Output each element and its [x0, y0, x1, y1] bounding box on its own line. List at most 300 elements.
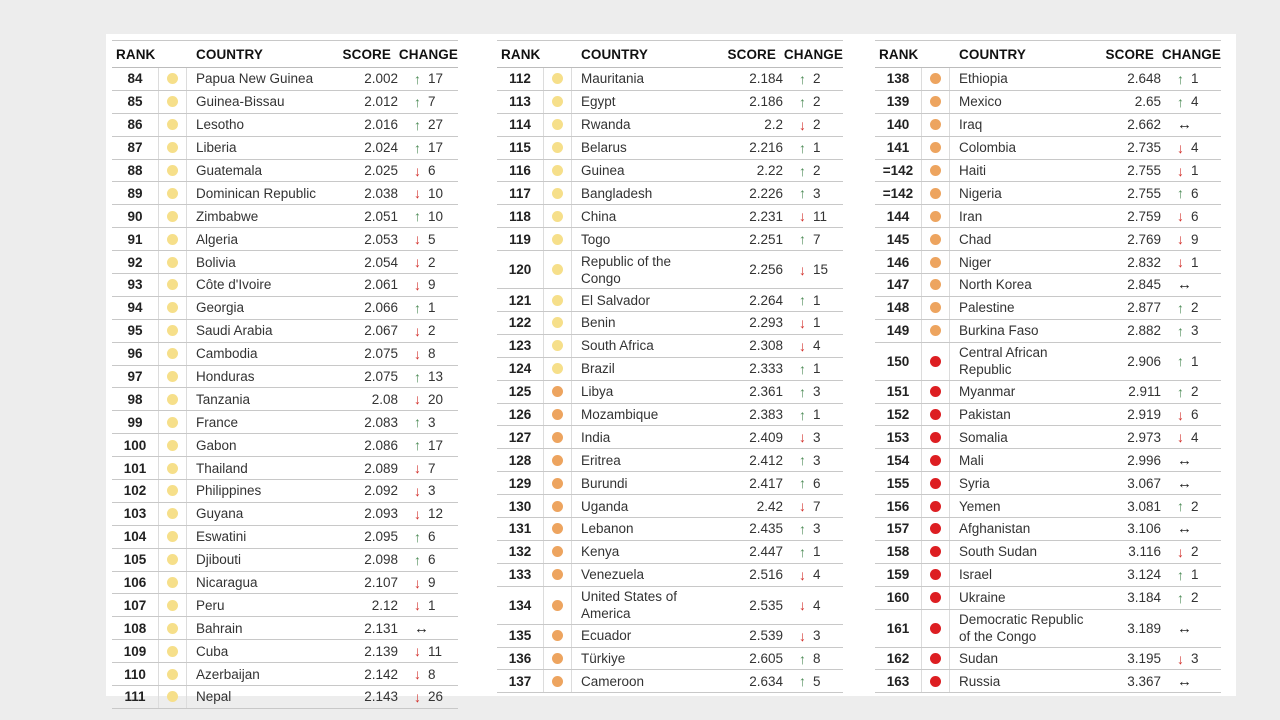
status-cell	[921, 472, 950, 494]
rank-cell: 157	[886, 521, 910, 537]
change-cell	[785, 384, 843, 400]
header-change: CHANGE	[398, 47, 458, 62]
rank-cell: 156	[886, 498, 910, 514]
country-cell: Benin	[581, 315, 616, 331]
table-row	[112, 549, 458, 572]
table-row	[112, 617, 458, 640]
change-value: 2	[813, 163, 821, 178]
score-cell: 2.08	[371, 391, 398, 407]
status-cell	[921, 381, 950, 403]
status-dot-icon	[930, 386, 941, 397]
score-cell: 2.447	[749, 544, 783, 560]
table-row	[112, 434, 458, 457]
table-row	[497, 289, 843, 312]
change-cell	[400, 254, 458, 270]
status-dot-icon	[167, 302, 178, 313]
ranking-table-3	[875, 40, 1221, 693]
country-cell: Tanzania	[196, 391, 251, 407]
arrow-up-icon: ↑	[799, 185, 806, 202]
change-cell	[400, 346, 458, 362]
change-cell	[400, 71, 458, 87]
table-row	[875, 518, 1221, 541]
status-cell	[921, 182, 950, 204]
change-cell	[1163, 116, 1221, 133]
ranking-table-1	[112, 40, 458, 709]
country-cell: France	[196, 414, 239, 430]
change-cell	[1163, 673, 1221, 690]
country-cell: Chad	[959, 231, 992, 247]
rank-cell: 101	[123, 460, 147, 476]
status-cell	[158, 549, 187, 571]
status-cell	[543, 228, 572, 250]
arrow-up-icon: ↑	[1177, 322, 1184, 339]
change-cell	[1163, 567, 1221, 583]
score-cell: 2.648	[1127, 71, 1161, 87]
score-cell: 3.081	[1127, 498, 1161, 514]
rank-cell: 121	[508, 292, 532, 308]
table-header	[875, 40, 1221, 67]
rank-cell: 102	[123, 483, 147, 499]
status-dot-icon	[167, 73, 178, 84]
status-cell	[158, 68, 187, 90]
table-row	[875, 610, 1221, 648]
arrow-down-icon: ↓	[414, 231, 421, 248]
table-row	[112, 274, 458, 297]
country-cell: Liberia	[196, 140, 237, 156]
change-value: 1	[813, 407, 821, 423]
score-cell: 2.054	[364, 254, 398, 270]
table-row	[112, 640, 458, 663]
rank-cell: 105	[123, 552, 147, 568]
status-dot-icon	[167, 600, 178, 611]
status-cell	[921, 610, 950, 647]
score-cell: 2.2	[764, 117, 783, 133]
status-cell	[158, 114, 187, 136]
table-row	[875, 205, 1221, 228]
score-cell: 2.832	[1127, 254, 1161, 270]
country-cell: Nigeria	[959, 185, 1002, 201]
status-dot-icon	[167, 211, 178, 222]
status-cell	[543, 335, 572, 357]
country-cell: Israel	[959, 567, 993, 583]
status-dot-icon	[167, 96, 178, 107]
arrow-up-icon: ↑	[799, 673, 806, 690]
table-row	[497, 381, 843, 404]
score-cell: 2.919	[1127, 407, 1161, 423]
country-cell: Guatemala	[196, 163, 263, 178]
change-cell	[1163, 475, 1221, 492]
change-cell	[785, 262, 843, 278]
score-cell: 2.002	[364, 71, 398, 87]
country-cell: Türkiye	[581, 651, 626, 667]
arrow-up-icon: ↑	[799, 93, 806, 110]
change-cell	[785, 429, 843, 445]
status-cell	[158, 434, 187, 456]
score-cell: 3.106	[1127, 521, 1161, 537]
rank-cell: =142	[882, 185, 914, 201]
table-row	[497, 358, 843, 381]
score-cell: 2.516	[749, 567, 783, 583]
change-cell	[1163, 276, 1221, 293]
rank-cell: 134	[508, 597, 532, 613]
score-cell: 2.216	[749, 140, 783, 156]
change-cell	[785, 338, 843, 354]
rank-cell: 93	[127, 277, 143, 293]
status-dot-icon	[167, 531, 178, 542]
status-dot-icon	[552, 432, 563, 443]
arrow-up-icon: ↑	[414, 70, 421, 87]
arrow-down-icon: ↓	[414, 162, 421, 179]
arrow-up-icon: ↑	[414, 551, 421, 568]
change-cell	[400, 140, 458, 156]
table-row	[875, 160, 1221, 183]
table-row	[497, 587, 843, 625]
score-cell: 2.769	[1127, 231, 1161, 247]
status-dot-icon	[930, 119, 941, 130]
arrow-down-icon: ↓	[1177, 254, 1184, 271]
change-value: 6	[1191, 185, 1199, 201]
status-dot-icon	[552, 188, 563, 199]
score-cell: 2.251	[749, 231, 783, 247]
change-cell	[785, 673, 843, 689]
status-cell	[543, 625, 572, 647]
country-cell: Mozambique	[581, 407, 659, 423]
country-cell: Colombia	[959, 140, 1017, 156]
change-value: 4	[813, 338, 821, 354]
arrow-up-icon: ↑	[799, 520, 806, 537]
table-row	[112, 297, 458, 320]
arrow-down-icon: ↓	[799, 261, 806, 278]
country-cell: Bangladesh	[581, 185, 653, 201]
status-dot-icon	[552, 455, 563, 466]
status-dot-icon	[167, 142, 178, 153]
status-dot-icon	[552, 165, 563, 176]
country-cell: Burkina Faso	[959, 323, 1039, 339]
rank-cell: 152	[886, 407, 910, 423]
change-cell	[785, 407, 843, 423]
change-cell	[1163, 520, 1221, 537]
arrow-up-icon: ↑	[414, 93, 421, 110]
change-value: 1	[813, 361, 821, 377]
score-cell: 2.605	[749, 651, 783, 667]
table-row	[497, 449, 843, 472]
country-cell: Sudan	[959, 651, 999, 667]
country-cell: Pakistan	[959, 407, 1011, 423]
rank-cell: 146	[886, 254, 910, 270]
status-cell	[921, 160, 950, 182]
arrow-down-icon: ↓	[414, 391, 421, 408]
change-cell	[785, 628, 843, 644]
country-cell: Nicaragua	[196, 575, 258, 591]
score-cell: 2.293	[749, 315, 783, 331]
arrow-left-right-icon: ↔	[1177, 276, 1192, 294]
rank-cell: 144	[886, 208, 910, 224]
table-row	[497, 404, 843, 427]
status-cell	[543, 670, 572, 692]
rank-cell: 117	[509, 185, 531, 201]
country-cell: South Sudan	[959, 544, 1038, 560]
table-row	[497, 495, 843, 518]
rank-cell: 95	[127, 323, 143, 339]
table-row	[497, 251, 843, 289]
status-cell	[543, 587, 572, 624]
status-dot-icon	[552, 211, 563, 222]
arrow-down-icon: ↓	[1177, 208, 1184, 225]
status-cell	[921, 137, 950, 159]
change-cell	[400, 185, 458, 201]
status-cell	[921, 587, 950, 609]
status-dot-icon	[930, 501, 941, 512]
country-cell: Bahrain	[196, 620, 243, 636]
status-dot-icon	[930, 356, 941, 367]
table-row	[112, 366, 458, 389]
table-row	[497, 541, 843, 564]
rank-cell: 137	[508, 673, 532, 689]
rank-cell: 114	[509, 117, 531, 133]
change-cell	[785, 208, 843, 224]
status-cell	[158, 686, 187, 708]
rank-cell: 131	[508, 521, 532, 537]
status-cell	[921, 564, 950, 586]
arrow-up-icon: ↑	[1177, 70, 1184, 87]
table-row	[875, 68, 1221, 91]
rank-cell: 103	[123, 506, 147, 522]
country-cell: Russia	[959, 673, 1001, 689]
change-value: 13	[428, 369, 444, 385]
score-cell: 2.256	[749, 262, 783, 278]
arrow-up-icon: ↑	[414, 116, 421, 133]
country-cell: Lebanon	[581, 521, 634, 537]
status-dot-icon	[167, 417, 178, 428]
header-country: COUNTRY	[196, 47, 263, 62]
table-row	[875, 564, 1221, 587]
header-score: SCORE	[727, 47, 776, 62]
change-cell	[1163, 452, 1221, 469]
status-dot-icon	[552, 73, 563, 84]
rank-cell: 141	[886, 140, 910, 156]
arrow-down-icon: ↓	[1177, 162, 1184, 179]
arrow-up-icon: ↑	[799, 139, 806, 156]
arrow-down-icon: ↓	[414, 666, 421, 683]
arrow-left-right-icon: ↔	[1177, 520, 1192, 538]
arrow-down-icon: ↓	[1177, 139, 1184, 156]
table-row	[112, 160, 458, 183]
score-cell: 2.264	[749, 292, 783, 308]
change-cell	[400, 689, 458, 705]
ranking-document	[106, 34, 1236, 705]
score-cell: 2.131	[364, 620, 398, 636]
change-value: 3	[813, 429, 821, 445]
score-cell: 3.184	[1127, 590, 1161, 606]
status-cell	[543, 564, 572, 586]
table-row	[497, 137, 843, 160]
country-cell: Papua New Guinea	[196, 71, 314, 87]
country-cell: Peru	[196, 597, 225, 613]
arrow-up-icon: ↑	[1177, 299, 1184, 316]
score-cell: 2.634	[749, 673, 783, 689]
country-cell: Saudi Arabia	[196, 323, 273, 339]
country-cell: El Salvador	[581, 292, 651, 308]
arrow-up-icon: ↑	[1177, 185, 1184, 202]
change-value: 2	[428, 254, 436, 270]
status-dot-icon	[552, 546, 563, 557]
change-cell	[400, 666, 458, 682]
change-value: 3	[813, 185, 821, 201]
score-cell: 2.231	[749, 208, 783, 224]
arrow-down-icon: ↓	[1177, 543, 1184, 560]
country-cell: Ecuador	[581, 628, 632, 644]
status-dot-icon	[930, 165, 941, 176]
change-cell	[785, 521, 843, 537]
status-cell	[543, 518, 572, 540]
status-cell	[921, 426, 950, 448]
country-cell: Syria	[959, 475, 990, 491]
status-dot-icon	[167, 279, 178, 290]
status-cell	[543, 137, 572, 159]
status-dot-icon	[552, 234, 563, 245]
rank-cell: 94	[127, 300, 143, 316]
country-cell: Haiti	[959, 163, 987, 178]
table-row	[112, 480, 458, 503]
table-row	[112, 68, 458, 91]
status-dot-icon	[930, 302, 941, 313]
table-row	[875, 449, 1221, 472]
change-value: 8	[428, 666, 436, 682]
status-cell	[158, 366, 187, 388]
change-cell	[1163, 185, 1221, 201]
change-cell	[400, 529, 458, 545]
change-value: 2	[428, 323, 436, 339]
score-cell: 2.086	[364, 437, 398, 453]
change-cell	[1163, 353, 1221, 369]
change-cell	[1163, 94, 1221, 110]
rank-cell: 90	[127, 208, 143, 224]
score-cell: 2.075	[364, 346, 398, 362]
table-row	[497, 625, 843, 648]
change-cell	[400, 575, 458, 591]
status-dot-icon	[552, 295, 563, 306]
country-cell: Somalia	[959, 429, 1008, 445]
rank-cell: 122	[508, 315, 532, 331]
score-cell: 3.195	[1127, 651, 1161, 667]
status-dot-icon	[167, 646, 178, 657]
rank-cell: 161	[886, 620, 910, 636]
change-cell	[1163, 323, 1221, 339]
country-cell: Egypt	[581, 94, 616, 110]
change-value: 2	[1191, 498, 1199, 514]
change-value: 17	[428, 71, 444, 87]
change-cell	[400, 300, 458, 316]
status-dot-icon	[552, 119, 563, 130]
status-cell	[158, 503, 187, 525]
status-dot-icon	[552, 600, 563, 611]
change-value: 1	[428, 300, 436, 316]
change-cell	[785, 185, 843, 201]
change-cell	[1163, 384, 1221, 400]
arrow-left-right-icon: ↔	[1177, 619, 1192, 637]
score-cell: 2.143	[364, 689, 398, 705]
status-dot-icon	[930, 432, 941, 443]
change-cell	[785, 292, 843, 308]
country-cell: Burundi	[581, 475, 628, 491]
status-cell	[158, 594, 187, 616]
score-cell: 2.22	[756, 163, 783, 178]
status-cell	[158, 251, 187, 273]
score-cell: 2.662	[1127, 117, 1161, 133]
score-cell: 2.755	[1127, 163, 1161, 178]
status-dot-icon	[167, 554, 178, 565]
table-row	[875, 426, 1221, 449]
status-cell	[921, 320, 950, 342]
arrow-down-icon: ↓	[414, 322, 421, 339]
status-cell	[158, 640, 187, 662]
arrow-up-icon: ↑	[799, 452, 806, 469]
country-cell: Belarus	[581, 140, 627, 156]
header-rank: RANK	[116, 47, 156, 62]
status-dot-icon	[930, 279, 941, 290]
rank-cell: 123	[508, 338, 532, 354]
arrow-down-icon: ↓	[414, 597, 421, 614]
table-body	[875, 67, 1221, 693]
arrow-left-right-icon: ↔	[1177, 451, 1192, 469]
change-cell	[400, 552, 458, 568]
table-row	[112, 457, 458, 480]
table-header	[497, 40, 843, 67]
status-dot-icon	[930, 653, 941, 664]
table-row	[875, 114, 1221, 137]
status-dot-icon	[552, 501, 563, 512]
rank-cell: 98	[127, 391, 143, 407]
status-cell	[158, 320, 187, 342]
status-cell	[921, 670, 950, 692]
country-cell: Mali	[959, 452, 984, 468]
change-cell	[1163, 300, 1221, 316]
score-cell: 2.539	[749, 628, 783, 644]
country-cell: Iran	[959, 208, 983, 224]
table-row	[112, 114, 458, 137]
country-cell: Uganda	[581, 498, 629, 514]
change-cell	[785, 315, 843, 331]
change-value: 3	[1191, 323, 1199, 339]
country-cell: Algeria	[196, 231, 239, 247]
change-cell	[785, 163, 843, 179]
change-cell	[400, 208, 458, 224]
change-value: 8	[428, 346, 436, 362]
arrow-up-icon: ↑	[799, 406, 806, 423]
change-value: 26	[428, 689, 444, 705]
arrow-down-icon: ↓	[414, 574, 421, 591]
change-value: 6	[428, 552, 436, 568]
change-value: 6	[1191, 407, 1199, 423]
arrow-down-icon: ↓	[414, 460, 421, 477]
status-dot-icon	[930, 569, 941, 580]
table-body	[112, 67, 458, 709]
rank-cell: 154	[886, 452, 910, 468]
change-cell	[1163, 140, 1221, 156]
table-row	[497, 472, 843, 495]
arrow-up-icon: ↑	[1177, 498, 1184, 515]
status-dot-icon	[552, 569, 563, 580]
change-cell	[1163, 231, 1221, 247]
change-value: 9	[428, 575, 436, 591]
change-cell	[785, 475, 843, 491]
rank-cell: 97	[127, 369, 143, 385]
change-cell	[785, 597, 843, 613]
score-cell: 2.025	[364, 163, 398, 178]
score-cell: 2.412	[749, 452, 783, 468]
status-cell	[158, 480, 187, 502]
score-cell: 2.061	[364, 277, 398, 293]
